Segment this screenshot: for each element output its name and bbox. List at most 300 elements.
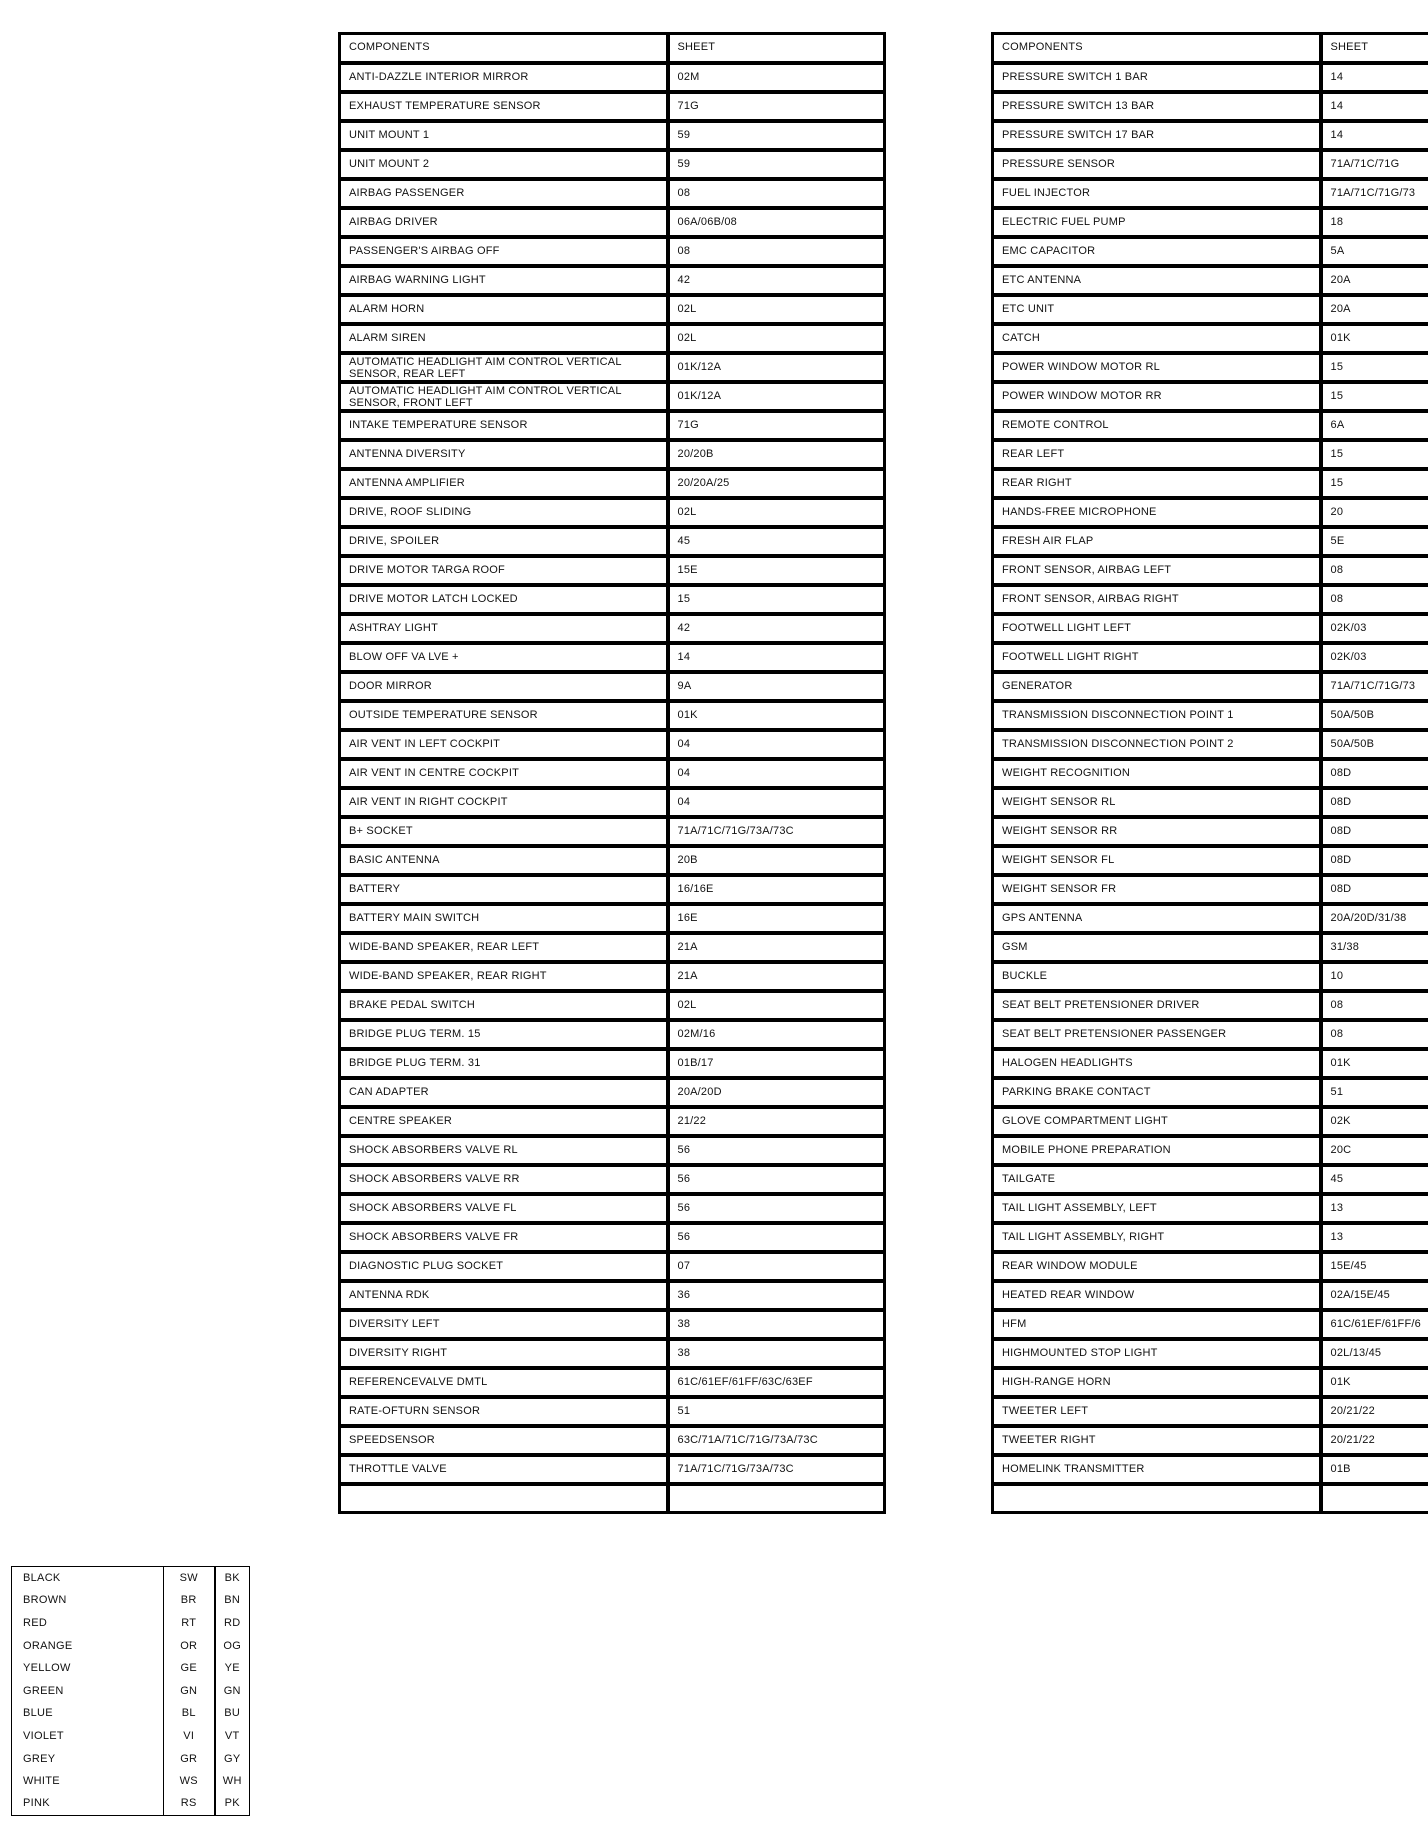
legend-row: [12, 1747, 250, 1770]
component-name: TWEETER RIGHT: [993, 1426, 1321, 1455]
component-name: ASHTRAY LIGHT: [340, 614, 668, 643]
component-name: HANDS-FREE MICROPHONE: [993, 498, 1321, 527]
sheet-ref: 56: [668, 1194, 885, 1223]
sheet-ref: 08D: [1321, 846, 1428, 875]
component-name: FRONT SENSOR, AIRBAG RIGHT: [993, 585, 1321, 614]
sheet-ref: 01K: [1321, 1049, 1428, 1078]
table-row: [993, 440, 1428, 469]
table-row: [340, 672, 885, 701]
component-name: AUTOMATIC HEADLIGHT AIM CONTROL VERTICAL SENSOR, FRONT LEFT: [340, 382, 668, 411]
table-row: [340, 1165, 885, 1194]
component-name: FRESH AIR FLAP: [993, 527, 1321, 556]
table-row: [993, 1455, 1428, 1484]
component-name: TRANSMISSION DISCONNECTION POINT 1: [993, 701, 1321, 730]
table-row: [993, 556, 1428, 585]
component-name: CENTRE SPEAKER: [340, 1107, 668, 1136]
table-row: [340, 1252, 885, 1281]
table-row: [340, 1136, 885, 1165]
table-row: [993, 1165, 1428, 1194]
sheet-ref: 20A: [1321, 295, 1428, 324]
component-name: GLOVE COMPARTMENT LIGHT: [993, 1107, 1321, 1136]
table-row: [993, 875, 1428, 904]
table-row: [340, 469, 885, 498]
color-code-de: GN: [164, 1679, 215, 1702]
table-row: [340, 1397, 885, 1426]
table-row: [993, 991, 1428, 1020]
component-name: PARKING BRAKE CONTACT: [993, 1078, 1321, 1107]
sheet-ref: 71G: [668, 92, 885, 121]
table-row: [340, 846, 885, 875]
color-code-en: VT: [224, 1729, 240, 1742]
sheet-ref: 14: [1321, 121, 1428, 150]
component-name: RATE-OFTURN SENSOR: [340, 1397, 668, 1426]
color-code-de: GR: [164, 1747, 215, 1770]
component-name: HALOGEN HEADLIGHTS: [993, 1049, 1321, 1078]
table-header-row: [340, 34, 885, 63]
table-row: [993, 1020, 1428, 1049]
table-row: [340, 411, 885, 440]
component-name: UNIT MOUNT 2: [340, 150, 668, 179]
component-name: THROTTLE VALVE: [340, 1455, 668, 1484]
component-name: TRANSMISSION DISCONNECTION POINT 2: [993, 730, 1321, 759]
table-row: [993, 904, 1428, 933]
component-name: GSM: [993, 933, 1321, 962]
component-name: SPEEDSENSOR: [340, 1426, 668, 1455]
component-name: REFERENCEVALVE DMTL: [340, 1368, 668, 1397]
table-row: [340, 933, 885, 962]
sheet-ref: 08: [668, 237, 885, 266]
color-code-de: BL: [164, 1702, 215, 1725]
table-row: [993, 1223, 1428, 1252]
component-name: MOBILE PHONE PREPARATION: [993, 1136, 1321, 1165]
component-name: AUTOMATIC HEADLIGHT AIM CONTROL VERTICAL SENSOR, REAR LEFT: [340, 353, 668, 382]
component-name: PRESSURE SWITCH 13 BAR: [993, 92, 1321, 121]
sheet-ref: 15: [668, 585, 885, 614]
legend-row: [12, 1612, 250, 1635]
color-code-de: GE: [164, 1657, 215, 1680]
component-name: PRESSURE SENSOR: [993, 150, 1321, 179]
sheet-ref: 04: [668, 759, 885, 788]
sheet-header: SHEET: [1321, 34, 1428, 63]
table-row: [340, 614, 885, 643]
component-name: [993, 1484, 1321, 1513]
sheet-ref: 61C/61EF/61FF/63C/63EF: [668, 1368, 885, 1397]
color-name: PINK: [12, 1792, 164, 1815]
sheet-ref: 9A: [668, 672, 885, 701]
component-name: ANTENNA AMPLIFIER: [340, 469, 668, 498]
legend-row: [12, 1770, 250, 1793]
sheet-ref: 63C/71A/71C/71G/73A/73C: [668, 1426, 885, 1455]
component-name: OUTSIDE TEMPERATURE SENSOR: [340, 701, 668, 730]
color-code-de: VI: [164, 1725, 215, 1748]
color-code-de: BR: [164, 1589, 215, 1612]
table-row: [340, 1078, 885, 1107]
component-name: ALARM SIREN: [340, 324, 668, 353]
sheet-ref: 15: [1321, 353, 1428, 382]
sheet-ref: 01K/12A: [668, 353, 885, 382]
sheet-ref: 02K/03: [1321, 643, 1428, 672]
components-table-left: [338, 32, 886, 1514]
sheet-ref: 15: [1321, 440, 1428, 469]
sheet-ref: 50A/50B: [1321, 730, 1428, 759]
table-row: [993, 1252, 1428, 1281]
sheet-ref: 20A: [1321, 266, 1428, 295]
component-name: GPS ANTENNA: [993, 904, 1321, 933]
sheet-ref: 16E: [668, 904, 885, 933]
sheet-ref: 71A/71C/71G/73: [1321, 179, 1428, 208]
table-row: [340, 266, 885, 295]
component-name: TAIL LIGHT ASSEMBLY, RIGHT: [993, 1223, 1321, 1252]
table-row: [340, 1107, 885, 1136]
table-row: [993, 179, 1428, 208]
component-name: [340, 1484, 668, 1513]
color-name: WHITE: [12, 1770, 164, 1793]
sheet-ref: 02M/16: [668, 1020, 885, 1049]
table-row: [993, 1368, 1428, 1397]
table-row: [340, 730, 885, 759]
sheet-header: SHEET: [668, 34, 885, 63]
sheet-ref: 6A: [1321, 411, 1428, 440]
component-name: DRIVE, SPOILER: [340, 527, 668, 556]
color-name: RED: [12, 1612, 164, 1635]
component-name: REAR LEFT: [993, 440, 1321, 469]
sheet-ref: 71G: [668, 411, 885, 440]
sheet-ref: 01K: [1321, 324, 1428, 353]
table-row: [340, 1020, 885, 1049]
table-row: [340, 382, 885, 411]
sheet-ref: 02A/15E/45: [1321, 1281, 1428, 1310]
table-row: [340, 295, 885, 324]
sheet-ref: 5E: [1321, 527, 1428, 556]
table-row: [340, 179, 885, 208]
component-name: WEIGHT SENSOR FR: [993, 875, 1321, 904]
component-name: FOOTWELL LIGHT LEFT: [993, 614, 1321, 643]
sheet-ref: 21/22: [668, 1107, 885, 1136]
color-name: YELLOW: [12, 1657, 164, 1680]
table-row: [993, 1049, 1428, 1078]
component-name: ELECTRIC FUEL PUMP: [993, 208, 1321, 237]
sheet-ref: 08D: [1321, 759, 1428, 788]
component-name: POWER WINDOW MOTOR RR: [993, 382, 1321, 411]
component-name: EXHAUST TEMPERATURE SENSOR: [340, 92, 668, 121]
component-name: BRAKE PEDAL SWITCH: [340, 991, 668, 1020]
component-name: PASSENGER'S AIRBAG OFF: [340, 237, 668, 266]
table-row: [993, 469, 1428, 498]
component-name: CATCH: [993, 324, 1321, 353]
sheet-ref: 59: [668, 121, 885, 150]
sheet-ref: 04: [668, 730, 885, 759]
sheet-ref: 15: [1321, 382, 1428, 411]
component-name: GENERATOR: [993, 672, 1321, 701]
sheet-ref: 42: [668, 614, 885, 643]
component-name: PRESSURE SWITCH 17 BAR: [993, 121, 1321, 150]
table-row: [993, 411, 1428, 440]
legend-row: [12, 1792, 250, 1815]
sheet-ref: 71A/71C/71G: [1321, 150, 1428, 179]
component-name: DIVERSITY RIGHT: [340, 1339, 668, 1368]
table-row: [340, 1339, 885, 1368]
table-row: [993, 382, 1428, 411]
color-code-en: BU: [224, 1707, 241, 1720]
table-row: [340, 1455, 885, 1484]
sheet-ref: 08: [668, 179, 885, 208]
component-name: PRESSURE SWITCH 1 BAR: [993, 63, 1321, 92]
table-row: [993, 585, 1428, 614]
sheet-ref: 56: [668, 1136, 885, 1165]
component-name: BATTERY: [340, 875, 668, 904]
table-row: [340, 121, 885, 150]
table-row: [993, 1339, 1428, 1368]
table-row: [993, 759, 1428, 788]
component-name: AIRBAG DRIVER: [340, 208, 668, 237]
table-row: [993, 1136, 1428, 1165]
table-row: [993, 788, 1428, 817]
color-code-en: WH: [222, 1775, 242, 1788]
sheet-ref: 20A/20D/31/38: [1321, 904, 1428, 933]
table-row: [340, 237, 885, 266]
color-code-de: OR: [164, 1634, 215, 1657]
component-name: UNIT MOUNT 1: [340, 121, 668, 150]
sheet-ref: 16/16E: [668, 875, 885, 904]
table-row: [340, 1484, 885, 1513]
sheet-ref: 08D: [1321, 875, 1428, 904]
sheet-ref: 20/20B: [668, 440, 885, 469]
component-name: AIRBAG PASSENGER: [340, 179, 668, 208]
component-name: WIDE-BAND SPEAKER, REAR LEFT: [340, 933, 668, 962]
sheet-ref: 20/21/22: [1321, 1397, 1428, 1426]
sheet-ref: 02L: [668, 295, 885, 324]
table-row: [340, 353, 885, 382]
sheet-ref: 13: [1321, 1194, 1428, 1223]
component-name: BLOW OFF VA LVE +: [340, 643, 668, 672]
table-row: [340, 498, 885, 527]
sheet-ref: 07: [668, 1252, 885, 1281]
components-header: COMPONENTS: [340, 34, 668, 63]
table-row: [340, 63, 885, 92]
sheet-ref: 20/20A/25: [668, 469, 885, 498]
table-row: [993, 121, 1428, 150]
sheet-ref: 31/38: [1321, 933, 1428, 962]
table-row: [993, 353, 1428, 382]
sheet-ref: 14: [1321, 92, 1428, 121]
table-row: [993, 1484, 1428, 1513]
component-name: HOMELINK TRANSMITTER: [993, 1455, 1321, 1484]
sheet-ref: 15E: [668, 556, 885, 585]
sheet-ref: 08D: [1321, 817, 1428, 846]
color-name: GREEN: [12, 1679, 164, 1702]
legend-row: [12, 1634, 250, 1657]
component-name: HFM: [993, 1310, 1321, 1339]
sheet-ref: 01K/12A: [668, 382, 885, 411]
table-row: [993, 1397, 1428, 1426]
component-name: TWEETER LEFT: [993, 1397, 1321, 1426]
sheet-ref: 10: [1321, 962, 1428, 991]
sheet-ref: 21A: [668, 962, 885, 991]
component-name: CAN ADAPTER: [340, 1078, 668, 1107]
sheet-ref: 02L: [668, 991, 885, 1020]
table-row: [340, 1223, 885, 1252]
color-name: VIOLET: [12, 1725, 164, 1748]
sheet-ref: 02L: [668, 324, 885, 353]
component-name: ANTENNA DIVERSITY: [340, 440, 668, 469]
color-code-en: RD: [224, 1616, 241, 1629]
table-row: [340, 991, 885, 1020]
table-row: [993, 643, 1428, 672]
sheet-ref: 01K: [1321, 1368, 1428, 1397]
component-name: EMC CAPACITOR: [993, 237, 1321, 266]
sheet-ref: 20B: [668, 846, 885, 875]
component-name: DIVERSITY LEFT: [340, 1310, 668, 1339]
table-row: [340, 1049, 885, 1078]
component-name: POWER WINDOW MOTOR RL: [993, 353, 1321, 382]
table-row: [993, 1078, 1428, 1107]
color-code-en: BN: [224, 1594, 241, 1607]
sheet-ref: 38: [668, 1339, 885, 1368]
sheet-ref: 14: [1321, 63, 1428, 92]
color-code-de: SW: [164, 1567, 215, 1590]
component-name: ALARM HORN: [340, 295, 668, 324]
sheet-ref: 15E/45: [1321, 1252, 1428, 1281]
sheet-ref: [1321, 1484, 1428, 1513]
sheet-ref: 20A/20D: [668, 1078, 885, 1107]
legend-row: [12, 1589, 250, 1612]
table-row: [340, 208, 885, 237]
color-name: ORANGE: [12, 1634, 164, 1657]
component-name: FUEL INJECTOR: [993, 179, 1321, 208]
sheet-ref: 5A: [1321, 237, 1428, 266]
sheet-ref: 20C: [1321, 1136, 1428, 1165]
sheet-ref: 08: [1321, 556, 1428, 585]
component-name: SEAT BELT PRETENSIONER DRIVER: [993, 991, 1321, 1020]
table-row: [993, 498, 1428, 527]
component-name: ANTI-DAZZLE INTERIOR MIRROR: [340, 63, 668, 92]
table-row: [993, 92, 1428, 121]
component-name: TAIL LIGHT ASSEMBLY, LEFT: [993, 1194, 1321, 1223]
component-name: FOOTWELL LIGHT RIGHT: [993, 643, 1321, 672]
component-name: BRIDGE PLUG TERM. 31: [340, 1049, 668, 1078]
sheet-ref: [668, 1484, 885, 1513]
color-code-en: OG: [223, 1639, 242, 1652]
table-row: [340, 759, 885, 788]
component-name: WEIGHT SENSOR RL: [993, 788, 1321, 817]
sheet-ref: 13: [1321, 1223, 1428, 1252]
table-row: [340, 440, 885, 469]
table-row: [340, 556, 885, 585]
sheet-ref: 59: [668, 150, 885, 179]
color-name: BLACK: [12, 1567, 164, 1590]
component-name: AIR VENT IN LEFT COCKPIT: [340, 730, 668, 759]
component-name: DRIVE MOTOR TARGA ROOF: [340, 556, 668, 585]
sheet-ref: 01B: [1321, 1455, 1428, 1484]
table-row: [993, 1310, 1428, 1339]
table-row: [340, 788, 885, 817]
table-row: [340, 1310, 885, 1339]
component-name: REAR RIGHT: [993, 469, 1321, 498]
component-name: DRIVE MOTOR LATCH LOCKED: [340, 585, 668, 614]
sheet-ref: 51: [668, 1397, 885, 1426]
table-row: [340, 150, 885, 179]
sheet-ref: 04: [668, 788, 885, 817]
sheet-ref: 38: [668, 1310, 885, 1339]
sheet-ref: 02L: [668, 498, 885, 527]
sheet-ref: 42: [668, 266, 885, 295]
table-row: [993, 701, 1428, 730]
sheet-ref: 02K/03: [1321, 614, 1428, 643]
sheet-ref: 45: [1321, 1165, 1428, 1194]
sheet-ref: 06A/06B/08: [668, 208, 885, 237]
component-name: INTAKE TEMPERATURE SENSOR: [340, 411, 668, 440]
sheet-ref: 51: [1321, 1078, 1428, 1107]
table-row: [993, 266, 1428, 295]
table-row: [340, 904, 885, 933]
sheet-ref: 20/21/22: [1321, 1426, 1428, 1455]
legend-row: [12, 1657, 250, 1680]
component-name: REAR WINDOW MODULE: [993, 1252, 1321, 1281]
color-code-en: YE: [224, 1662, 240, 1675]
legend-row: [12, 1725, 250, 1748]
table-row: [340, 875, 885, 904]
component-name: WEIGHT SENSOR RR: [993, 817, 1321, 846]
legend-row: [12, 1679, 250, 1702]
component-name: ETC UNIT: [993, 295, 1321, 324]
component-name: WEIGHT RECOGNITION: [993, 759, 1321, 788]
component-name: SEAT BELT PRETENSIONER PASSENGER: [993, 1020, 1321, 1049]
color-name: BROWN: [12, 1589, 164, 1612]
table-row: [340, 817, 885, 846]
table-row: [993, 208, 1428, 237]
sheet-ref: 08: [1321, 1020, 1428, 1049]
component-name: BATTERY MAIN SWITCH: [340, 904, 668, 933]
component-name: FRONT SENSOR, AIRBAG LEFT: [993, 556, 1321, 585]
component-name: WEIGHT SENSOR FL: [993, 846, 1321, 875]
table-row: [340, 962, 885, 991]
sheet-ref: 02K: [1321, 1107, 1428, 1136]
table-row: [340, 527, 885, 556]
table-row: [340, 92, 885, 121]
table-row: [340, 324, 885, 353]
sheet-ref: 21A: [668, 933, 885, 962]
color-code-en: BK: [224, 1572, 240, 1585]
table-row: [340, 643, 885, 672]
sheet-ref: 56: [668, 1165, 885, 1194]
sheet-ref: 08: [1321, 991, 1428, 1020]
table-row: [993, 1426, 1428, 1455]
component-name: HIGH-RANGE HORN: [993, 1368, 1321, 1397]
table-row: [993, 846, 1428, 875]
sheet-ref: 71A/71C/71G/73: [1321, 672, 1428, 701]
sheet-ref: 01K: [668, 701, 885, 730]
component-name: BUCKLE: [993, 962, 1321, 991]
component-name: TAILGATE: [993, 1165, 1321, 1194]
sheet-ref: 08: [1321, 585, 1428, 614]
sheet-ref: 36: [668, 1281, 885, 1310]
component-name: SHOCK ABSORBERS VALVE RL: [340, 1136, 668, 1165]
table-row: [340, 585, 885, 614]
table-row: [340, 1194, 885, 1223]
color-code-de: WS: [164, 1770, 215, 1793]
color-name: GREY: [12, 1747, 164, 1770]
sheet-ref: 01B/17: [668, 1049, 885, 1078]
table-row: [993, 324, 1428, 353]
sheet-ref: 61C/61EF/61FF/6: [1321, 1310, 1428, 1339]
sheet-ref: 20: [1321, 498, 1428, 527]
component-name: B+ SOCKET: [340, 817, 668, 846]
component-name: AIRBAG WARNING LIGHT: [340, 266, 668, 295]
component-name: REMOTE CONTROL: [993, 411, 1321, 440]
table-row: [993, 614, 1428, 643]
table-row: [993, 295, 1428, 324]
component-name: BRIDGE PLUG TERM. 15: [340, 1020, 668, 1049]
